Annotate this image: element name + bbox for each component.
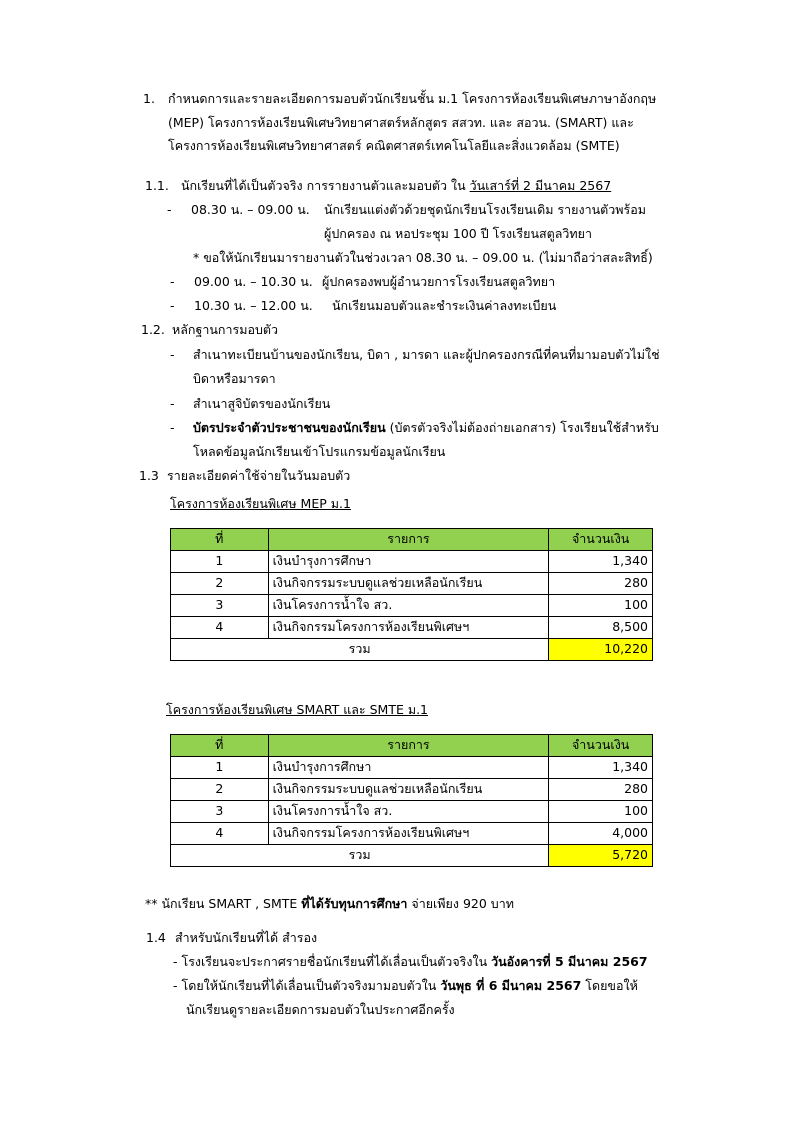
row-no: 3 — [171, 595, 269, 617]
row-item: เงินกิจกรรมระบบดูแลช่วยเหลือนักเรียน — [268, 779, 549, 801]
section13-number: 1.3 — [139, 468, 159, 483]
section14-line-2-text: - โดยให้นักเรียนที่ได้เลื่อนเป็นตัวจริงมามอบตัวใน — [173, 978, 441, 993]
table-header-row — [171, 529, 653, 551]
header-no: ที่ — [171, 529, 269, 551]
schedule-time-3: 10.30 น. – 12.00 น. — [194, 298, 313, 313]
schedule-text-3: นักเรียนมอบตัวและชำระเงินค่าลงทะเบียน — [332, 298, 557, 313]
section1-line-3: โครงการห้องเรียนพิเศษวิทยาศาสตร์ คณิตศาสตร์เทคโนโลยีและสิ่งแวดล้อม (SMTE) — [168, 138, 620, 153]
fee-table-mep — [170, 528, 653, 661]
table-row — [171, 801, 653, 823]
row-item: เงินกิจกรรมระบบดูแลช่วยเหลือนักเรียน — [268, 573, 549, 595]
schedule-text-1-cont: ผู้ปกครอง ณ หอประชุม 100 ปี โรงเรียนสตูลวิทยา — [324, 226, 592, 241]
schedule-text-1: นักเรียนแต่งตัวด้วยชุดนักเรียนโรงเรียนเดิม รายงานตัวพร้อม — [324, 202, 646, 217]
header-amount: จำนวนเงิน — [549, 735, 653, 757]
header-item: รายการ — [268, 529, 549, 551]
section11-number: 1.1. — [145, 178, 169, 193]
section14-line-1-text: - โรงเรียนจะประกาศรายชื่อนักเรียนที่ได้เลื่อนเป็นตัวจริงใน — [173, 954, 492, 969]
schedule-dash-2: - — [170, 274, 175, 289]
scholarship-note-bold: ที่ได้รับทุนการศึกษา — [301, 896, 408, 911]
section14-line-3: นักเรียนดูรายละเอียดการมอบตัวในประกาศอีกครั้ง — [186, 1002, 455, 1017]
schedule-time-2: 09.00 น. – 10.30 น. — [194, 274, 313, 289]
section14-line-1-date: วันอังคารที่ 5 มีนาคม 2567 — [491, 954, 648, 969]
row-amount: 1,340 — [549, 551, 653, 573]
doc-item-3-cont: โหลดข้อมูลนักเรียนเข้าโปรแกรมข้อมูลนักเรียน — [193, 444, 446, 459]
section11-heading-text: นักเรียนที่ได้เป็นตัวจริง การรายงานตัวและมอบตัว ใน — [181, 178, 470, 193]
total-label: รวม — [171, 639, 549, 661]
doc-item-1-cont: บิดาหรือมารดา — [193, 371, 276, 386]
table-row — [171, 617, 653, 639]
table-row — [171, 573, 653, 595]
scholarship-note — [145, 898, 514, 911]
header-no: ที่ — [171, 735, 269, 757]
row-item: เงินโครงการน้ำใจ สว. — [268, 595, 549, 617]
row-no: 1 — [171, 757, 269, 779]
table2-title: โครงการห้องเรียนพิเศษ SMART และ SMTE ม.1 — [166, 702, 429, 717]
scholarship-note-prefix: ** นักเรียน SMART , SMTE — [145, 896, 302, 911]
doc-item-3 — [193, 422, 659, 435]
row-no: 3 — [171, 801, 269, 823]
row-item: เงินบำรุงการศึกษา — [268, 757, 549, 779]
row-amount: 100 — [549, 595, 653, 617]
section13-heading: รายละเอียดค่าใช้จ่ายในวันมอบตัว — [167, 468, 351, 483]
total-amount: 5,720 — [549, 845, 653, 867]
schedule-dash-3: - — [170, 298, 175, 313]
row-amount: 280 — [549, 573, 653, 595]
row-no: 2 — [171, 573, 269, 595]
scholarship-note-suffix: จ่ายเพียง 920 บาท — [407, 896, 514, 911]
doc-item-2: สำเนาสูจิบัตรของนักเรียน — [193, 396, 331, 411]
total-label: รวม — [171, 845, 549, 867]
row-item: เงินบำรุงการศึกษา — [268, 551, 549, 573]
section14-line-2 — [173, 980, 638, 993]
table-total-row — [171, 639, 653, 661]
row-item: เงินกิจกรรมโครงการห้องเรียนพิเศษฯ — [268, 823, 549, 845]
row-amount: 1,340 — [549, 757, 653, 779]
row-amount: 100 — [549, 801, 653, 823]
row-no: 4 — [171, 617, 269, 639]
schedule-dash-1: - — [167, 202, 172, 217]
schedule-time-1: 08.30 น. – 09.00 น. — [191, 202, 310, 217]
doc-item-3-bold: บัตรประจำตัวประชาชนของนักเรียน — [193, 420, 386, 435]
fee-table-smart-smte — [170, 734, 653, 867]
section11-date: วันเสาร์ที่ 2 มีนาคม 2567 — [469, 178, 612, 193]
doc-item-1: สำเนาทะเบียนบ้านของนักเรียน, บิดา , มารดา และผู้ปกครองกรณีที่คนที่มามอบตัวไม่ใช่ — [193, 347, 660, 362]
table-row — [171, 595, 653, 617]
doc-dash-3: - — [170, 420, 175, 435]
table-row — [171, 779, 653, 801]
row-no: 1 — [171, 551, 269, 573]
section1-line-1: กำหนดการและรายละเอียดการมอบตัวนักเรียนชั้น ม.1 โครงการห้องเรียนพิเศษภาษาอังกฤษ — [168, 91, 657, 106]
row-amount: 4,000 — [549, 823, 653, 845]
section14-line-2-date: วันพุธ ที่ 6 มีนาคม 2567 — [440, 978, 582, 993]
section1-number: 1. — [143, 91, 155, 106]
section12-heading: หลักฐานการมอบตัว — [172, 322, 279, 337]
table-row — [171, 823, 653, 845]
schedule-text-2: ผู้ปกครองพบผู้อำนวยการโรงเรียนสตูลวิทยา — [322, 274, 556, 289]
table-row — [171, 551, 653, 573]
table-total-row — [171, 845, 653, 867]
row-amount: 280 — [549, 779, 653, 801]
row-item: เงินโครงการน้ำใจ สว. — [268, 801, 549, 823]
table-row — [171, 757, 653, 779]
section1-line-2: (MEP) โครงการห้องเรียนพิเศษวิทยาศาสตร์หลักสูตร สสวท. และ สอวน. (SMART) และ — [168, 115, 634, 130]
table-header-row — [171, 735, 653, 757]
row-item: เงินกิจกรรมโครงการห้องเรียนพิเศษฯ — [268, 617, 549, 639]
doc-dash-1: - — [170, 347, 175, 362]
total-amount: 10,220 — [549, 639, 653, 661]
row-no: 4 — [171, 823, 269, 845]
section12-number: 1.2. — [141, 322, 165, 337]
schedule-note: * ขอให้นักเรียนมารายงานตัวในช่วงเวลา 08.30 น. – 09.00 น. (ไม่มาถือว่าสละสิทธิ์) — [193, 250, 653, 265]
table1-title: โครงการห้องเรียนพิเศษ MEP ม.1 — [170, 496, 351, 511]
section14-line-2-suffix: โดยขอให้ — [581, 978, 638, 993]
doc-item-3-rest: (บัตรตัวจริงไม่ต้องถ่ายเอกสาร) โรงเรียนใช้สำหรับ — [385, 420, 659, 435]
row-amount: 8,500 — [549, 617, 653, 639]
section14-line-1 — [173, 956, 648, 969]
header-amount: จำนวนเงิน — [549, 529, 653, 551]
section14-heading: สำหรับนักเรียนที่ได้ สำรอง — [175, 930, 318, 945]
section14-number: 1.4 — [146, 930, 166, 945]
row-no: 2 — [171, 779, 269, 801]
doc-dash-2: - — [170, 396, 175, 411]
section11-heading — [181, 180, 611, 193]
header-item: รายการ — [268, 735, 549, 757]
